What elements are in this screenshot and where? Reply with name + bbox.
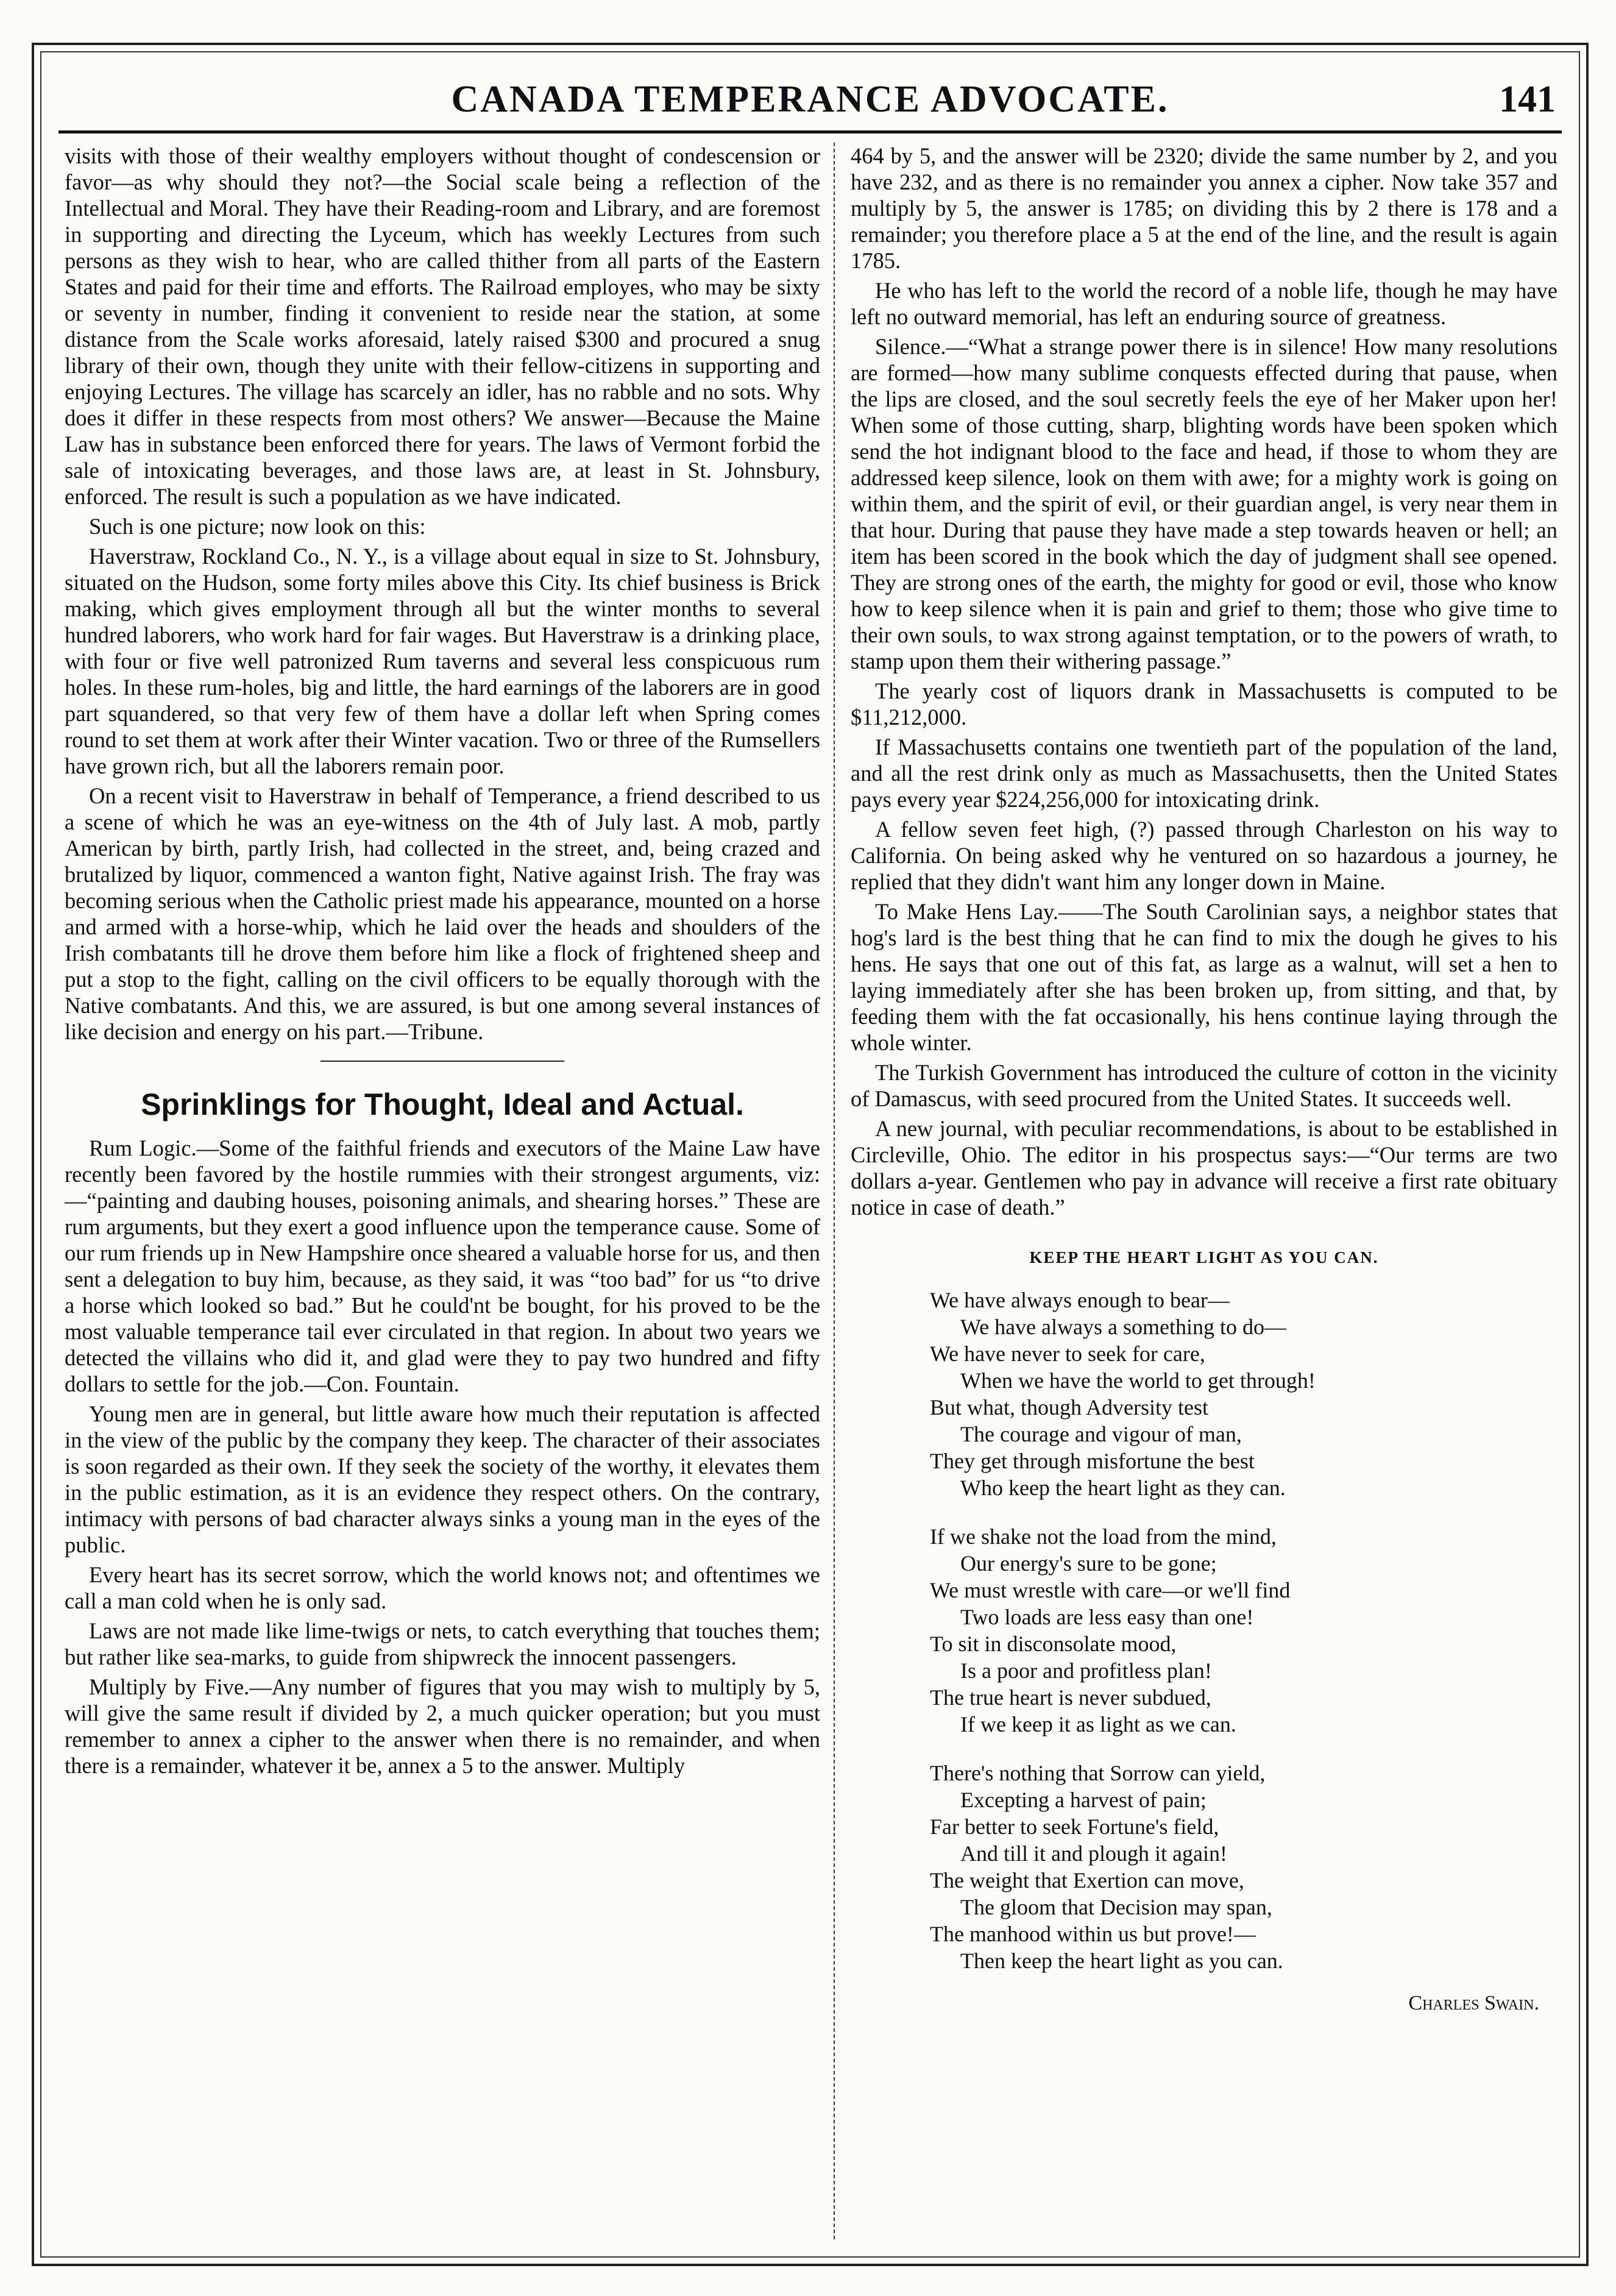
page-number: 141: [1499, 79, 1556, 120]
poem-line: The weight that Exertion can move,: [930, 1868, 1244, 1893]
masthead: [58, 69, 1562, 133]
publication-title: CANADA TEMPERANCE ADVOCATE.: [451, 79, 1169, 120]
paragraph: Haverstraw, Rockland Co., N. Y., is a village about equal in size to St. Johnsbury, situated on the Hudson, some forty miles above this City. Its chief business is Brick making, which gives employment through all but the winter months to several hundred laborers, who work hard for fair wages. But Haverstraw is a drinking place, with four or five well patronized Rum taverns and several less conspicuous rum holes. In these rum-holes, big and little, the hard earnings of the laborers are in good part squandered, so that very few of them have a dollar left when Spring comes round to set them at work after their Winter vacation. Two or three of the Rumsellers have grown rich, but all the laborers remain poor.: [65, 544, 820, 778]
poem-line: If we keep it as light as we can.: [960, 1712, 1236, 1736]
paragraph: visits with those of their wealthy employers without thought of condescension or favor—as why should they not?—the Social scale being a reflection of the Intellectual and Moral. They have their Reading-room and Library, and are foremost in supporting and directing the Lyceum, which has weekly Lectures from such persons as they wish to hear, who are called thither from all parts of the Eastern States and paid for their time and efforts. The Railroad employes, who may be sixty or seventy in number, finding it convenient to reside near the station, at some distance from the Scale works aforesaid, lately raised $300 and procured a snug library of their own, though they unite with their fellow-citizens in supporting and enjoying Lectures. The village has scarcely an idler, has no rabble and no sots. Why does it differ in these respects from most others? We answer—Because the Maine Law has in substance been enforced there for years. The laws of Vermont forbid the sale of intoxicating beverages, and those laws are, at least in St. Johnsbury, enforced. The result is such a population as we have indicated.: [65, 143, 820, 509]
paragraph: A new journal, with peculiar recommendations, is about to be established in Circleville, Ohio. The editor in his prospectus says:—“Our terms are two dollars a-year. Gentlemen who pay in advance will receive a first rate obituary notice in case of death.”: [851, 1116, 1558, 1220]
poem-line: If we shake not the load from the mind,: [930, 1524, 1277, 1549]
poem-line: Is a poor and profitless plan!: [960, 1658, 1212, 1683]
paragraph: Laws are not made like lime-twigs or nets, to catch everything that touches them; but rather like sea-marks, to guide from shipwreck the innocent passengers.: [65, 1618, 820, 1669]
poem-stanza-1: [930, 1287, 1558, 1501]
poem-line: To sit in disconsolate mood,: [930, 1632, 1177, 1656]
paragraph: Young men are in general, but little aware how much their reputation is affected in the view of the public by the company they keep. The character of their associates is soon regarded as their own. If they seek the society of the worthy, it elevates them in the public estimation, as it is an evidence they respect others. On the contrary, intimacy with persons of bad character always sinks a young man in the eyes of the public.: [65, 1401, 820, 1557]
poem-line: There's nothing that Sorrow can yield,: [930, 1761, 1266, 1785]
poem-line: The manhood within us but prove!—: [930, 1922, 1256, 1946]
poem-line: Then keep the heart light as you can.: [960, 1949, 1283, 1973]
poem-line: They get through misfortune the best: [930, 1449, 1255, 1473]
section-rule: [321, 1061, 564, 1062]
paragraph: Multiply by Five.—Any number of figures that you may wish to multiply by 5, will give the same result if divided by 2, a much quicker operation; but you must remember to annex a cipher to the answer when there is no remainder, and when there is a remainder, whatever it be, annex a 5 to the answer. Multiply: [65, 1674, 820, 1778]
poem-title: KEEP THE HEART LIGHT AS YOU CAN.: [1029, 1248, 1379, 1267]
poem-line: Our energy's sure to be gone;: [960, 1551, 1217, 1576]
poem-line: Far better to seek Fortune's field,: [930, 1814, 1219, 1839]
poem-line: Two loads are less easy than one!: [960, 1605, 1254, 1629]
poem-stanza-2: [930, 1523, 1558, 1738]
paragraph: The Turkish Government has introduced the culture of cotton in the vicinity of Damascus, with seed procured from the United States. It succeeds well.: [851, 1060, 1558, 1111]
poem-stanza-3: [930, 1760, 1558, 1974]
poem-line: Who keep the heart light as they can.: [960, 1476, 1286, 1500]
column-divider: [834, 143, 835, 2239]
poem-line: We must wrestle with care—or we'll find: [930, 1578, 1291, 1602]
section-title: Sprinklings for Thought, Ideal and Actual.: [141, 1087, 744, 1121]
paragraph: 464 by 5, and the answer will be 2320; divide the same number by 2, and you have 232, and as there is no remainder you annex a cipher. Now take 357 and multiply by 5, the answer is 1785; on dividing this by 2 there is 178 and a remainder; you therefore place a 5 at the end of the line, and the result is again 1785.: [851, 143, 1558, 273]
paragraph: Rum Logic.—Some of the faithful friends and executors of the Maine Law have recently been favored by the hostile rummies with their strongest arguments, viz:—“painting and daubing houses, poisoning animals, and shearing horses.” These are rum arguments, but they exert a good influence upon the temperance cause. Some of our rum friends up in New Hampshire once sheared a valuable horse for us, and then sent a delegation to buy him, because, as they said, it was “too bad” for us “to drive a horse which looked so bad.” But he could'nt be bought, for his proved to be the most valuable temperance tail ever circulated in that region. In about two years we detected the villains who did it, and glad were they to pay two hundred and fifty dollars to settle for the job.—Con. Fountain.: [65, 1136, 820, 1396]
poem-line: And till it and plough it again!: [960, 1841, 1227, 1866]
paragraph: To Make Hens Lay.——The South Carolinian says, a neighbor states that hog's lard is the best thing that he can find to mix the dough he gives to his hens. He says that one out of this fat, as large as a walnut, will set a hen to laying immediately after she has been broken up, from sitting, and that, by feeding them with the fat occasionally, his hens continue laying through the whole winter.: [851, 899, 1558, 1055]
poem-author: Charles Swain.: [1408, 1992, 1539, 2014]
paragraph: The yearly cost of liquors drank in Massachusetts is computed to be $11,212,000.: [851, 678, 1558, 730]
poem-line: We have always enough to bear—: [930, 1288, 1230, 1312]
paragraph: A fellow seven feet high, (?) passed through Charleston on his way to California. On being asked why he ventured on so hazardous a journey, he replied that they didn't want him any longer down in Maine.: [851, 817, 1558, 894]
poem-line: The gloom that Decision may span,: [960, 1895, 1272, 1919]
poem-line: But what, though Adversity test: [930, 1395, 1208, 1420]
paragraph: Such is one picture; now look on this:: [89, 514, 426, 539]
paragraph: Every heart has its secret sorrow, which the world knows not; and oftentimes we call a man cold when he is only sad.: [65, 1562, 820, 1613]
poem-line: Excepting a harvest of pain;: [960, 1788, 1207, 1812]
poem-line: We have always a something to do—: [960, 1315, 1286, 1339]
right-column: [851, 143, 1558, 2245]
poem-line: The courage and vigour of man,: [960, 1422, 1242, 1446]
poem-line: The true heart is never subdued,: [930, 1685, 1211, 1710]
paragraph: Silence.—“What a strange power there is in silence! How many resolutions are formed—how many sublime conquests effected during that pause, when the lips are closed, and the soul secretly feels the eye of her Maker upon her! When some of those cutting, sharp, blighting words have been spoken which send the hot indignant blood to the face and head, if those to whom they are addressed keep silence, look on them with awe; for a mighty work is going on within them, and the spirit of evil, or their guardian angel, is very near them in that hour. During that pause they have made a step towards heaven or hell; an item has been scored in the book which the day of judgment shall see opened. They are strong ones of the earth, the mighty for good or evil, those who know how to keep silence when it is pain and grief to them; those who give time to their own souls, to wax strong against temptation, or to the powers of wrath, to stamp upon them their withering passage.”: [851, 334, 1558, 674]
left-column: [65, 143, 820, 2245]
paragraph: If Massachusetts contains one twentieth part of the population of the land, and all the rest drink only as much as Massachusetts, then the United States pays every year $224,256,000 for intoxicating drink.: [851, 734, 1558, 812]
page-frame: [32, 43, 1589, 2266]
paragraph: On a recent visit to Haverstraw in behalf of Temperance, a friend described to us a scene of which he was an eye-witness on the 4th of July last. A mob, partly American by birth, partly Irish, had collected in the street, and, being crazed and brutalized by liquor, commenced a wanton fight, Native against Irish. The fray was becoming serious when the Catholic priest made his appearance, mounted on a horse and armed with a horse-whip, which he laid over the heads and shoulders of the Irish combatants till he drove them before him like a flock of frightened sheep and put a stop to the fight, calling on the civil officers to be equally thorough with the Native combatants. And this, we are assured, is but one among several instances of like decision and energy on his part.—Tribune.: [65, 783, 820, 1044]
poem-line: We have never to seek for care,: [930, 1342, 1205, 1366]
paragraph: He who has left to the world the record of a noble life, though he may have left no outward memorial, has left an enduring source of greatness.: [851, 278, 1558, 329]
poem-line: When we have the world to get through!: [960, 1368, 1316, 1393]
